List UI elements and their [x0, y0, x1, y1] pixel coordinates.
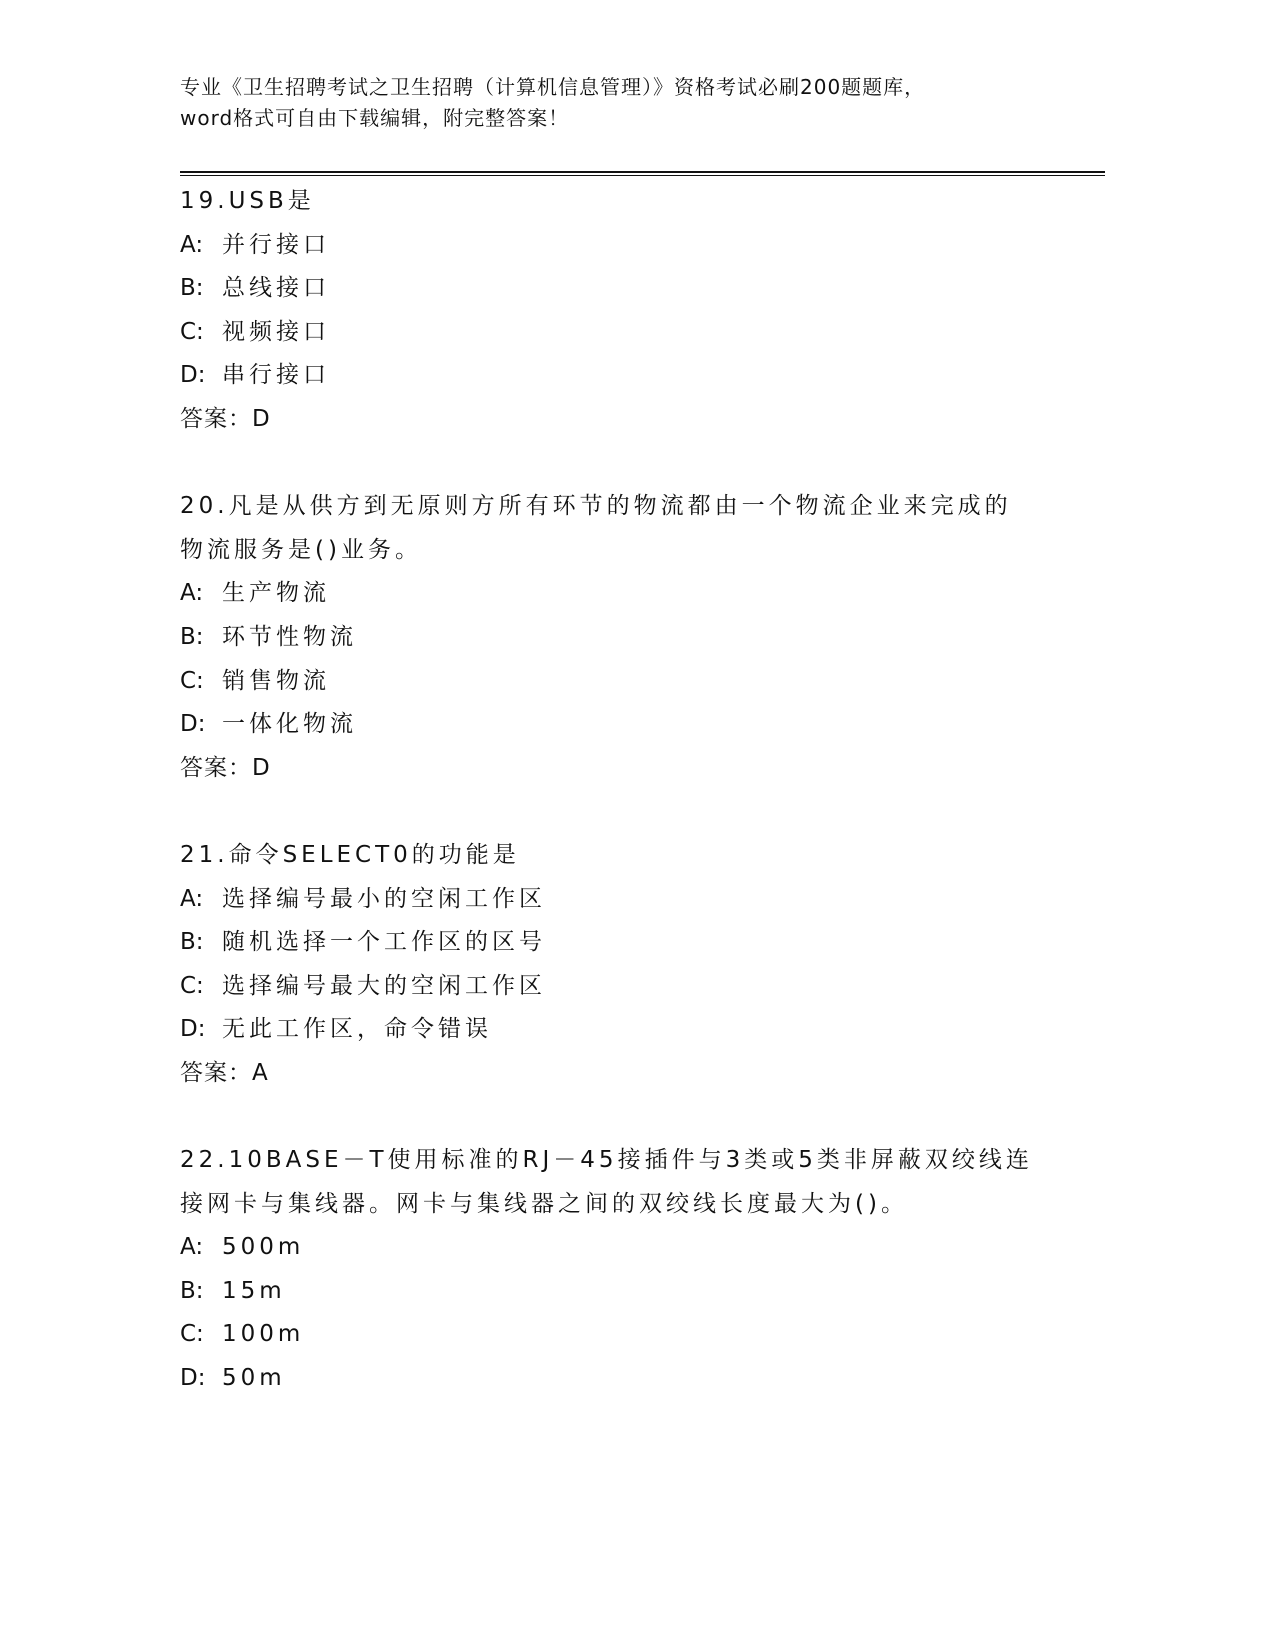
option-item — [180, 572, 1080, 616]
option-text: 50m — [222, 1365, 286, 1392]
option-text: 串行接口 — [222, 362, 330, 389]
option-key: B: — [180, 1277, 204, 1304]
question-list — [180, 180, 1080, 1444]
option-item — [180, 224, 1080, 268]
option-text: 销售物流 — [222, 667, 330, 694]
option-text: 视频接口 — [222, 318, 330, 345]
option-text: 无此工作区，命令错误 — [222, 1016, 492, 1043]
option-key: A: — [180, 231, 204, 258]
question-stem: 接网卡与集线器。网卡与集线器之间的双绞线长度最大为()。 — [180, 1190, 908, 1217]
option-key: D: — [180, 1016, 206, 1043]
option-key: C: — [180, 318, 204, 345]
question-stem: 19.USB是 — [180, 188, 315, 214]
option-item — [180, 1313, 1080, 1357]
option-text: 并行接口 — [222, 231, 330, 258]
option-text: 15m — [222, 1277, 286, 1304]
option-text: 选择编号最小的空闲工作区 — [222, 885, 546, 912]
answer: 答案：A — [180, 1059, 269, 1086]
option-text: 500m — [222, 1234, 305, 1261]
question-block — [180, 834, 1080, 1096]
option-item — [180, 921, 1080, 965]
option-key: B: — [180, 929, 204, 956]
answer: 答案：D — [180, 405, 271, 432]
header-divider-bottom — [180, 175, 1105, 176]
option-key: C: — [180, 1321, 204, 1348]
option-key: B: — [180, 623, 204, 650]
option-key: A: — [180, 885, 204, 912]
option-text: 环节性物流 — [222, 623, 357, 650]
option-item — [180, 354, 1080, 398]
option-key: D: — [180, 1365, 206, 1392]
option-item — [180, 660, 1080, 704]
question-block — [180, 1139, 1080, 1401]
option-text: 总线接口 — [222, 275, 330, 302]
question-stem: 20.凡是从供方到无原则方所有环节的物流都由一个物流企业来完成的 — [180, 493, 1012, 520]
option-item — [180, 1270, 1080, 1314]
option-text: 生产物流 — [222, 580, 330, 607]
option-item — [180, 703, 1080, 747]
option-key: D: — [180, 362, 206, 389]
question-block — [180, 180, 1080, 442]
option-item — [180, 878, 1080, 922]
header-divider-top — [180, 171, 1105, 173]
question-stem: 22.10BASE－T使用标准的RJ－45接插件与3类或5类非屏蔽双绞线连 — [180, 1147, 1033, 1174]
option-item — [180, 311, 1080, 355]
option-text: 随机选择一个工作区的区号 — [222, 929, 546, 956]
document-header — [180, 72, 1110, 134]
option-text: 一体化物流 — [222, 711, 357, 738]
option-key: A: — [180, 580, 204, 607]
option-item — [180, 1357, 1080, 1401]
option-text: 100m — [222, 1321, 305, 1348]
option-key: B: — [180, 275, 204, 302]
option-text: 选择编号最大的空闲工作区 — [222, 972, 546, 999]
option-key: A: — [180, 1234, 204, 1261]
header-line-1: 专业《卫生招聘考试之卫生招聘（计算机信息管理）》资格考试必刷200题题库， — [180, 75, 926, 99]
option-item — [180, 965, 1080, 1009]
option-item — [180, 1008, 1080, 1052]
option-key: D: — [180, 711, 206, 738]
option-item — [180, 267, 1080, 311]
option-item — [180, 1226, 1080, 1270]
question-stem: 21.命令SELECT0的功能是 — [180, 841, 520, 868]
header-line-2: word格式可自由下载编辑，附完整答案！ — [180, 106, 570, 130]
option-key: C: — [180, 972, 204, 999]
question-stem: 物流服务是()业务。 — [180, 536, 422, 563]
question-block — [180, 485, 1080, 790]
option-item — [180, 616, 1080, 660]
option-key: C: — [180, 667, 204, 694]
answer: 答案：D — [180, 754, 271, 781]
